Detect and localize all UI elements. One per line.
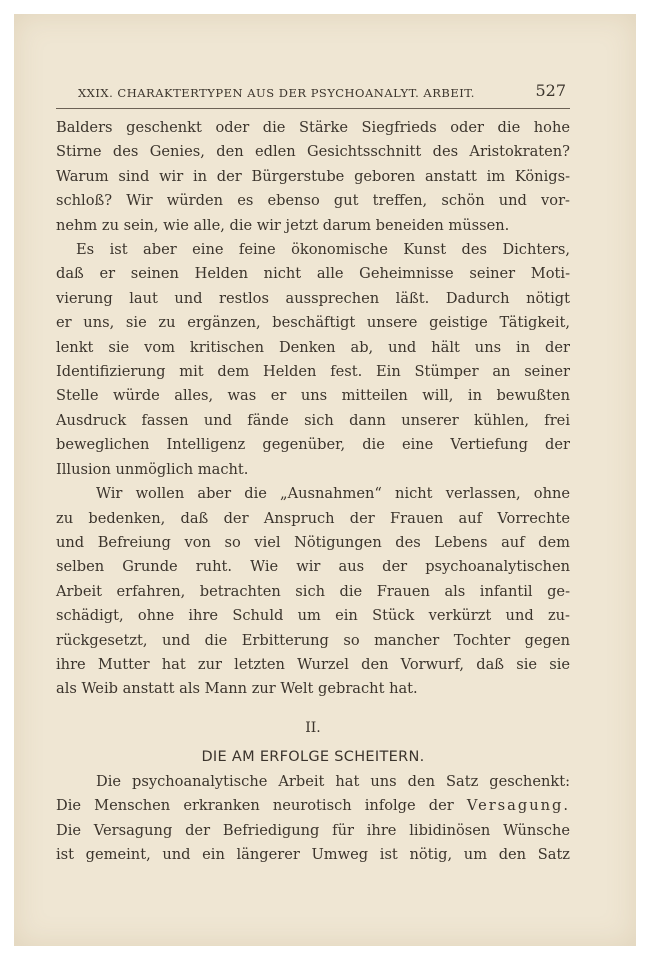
text-line: Ausdruck fassen und fände sich dann unserer kühlen, frei bbox=[56, 411, 570, 429]
running-title: XXIX. CHARAKTERTYPEN AUS DER PSYCHOANALYT. ARBEIT. bbox=[78, 86, 475, 100]
text-line: nehm zu sein, wie alle, die wir jetzt darum beneiden müssen. bbox=[56, 216, 510, 234]
body-text bbox=[56, 116, 570, 702]
text-line: vierung laut und restlos aussprechen läßt. Dadurch nötigt bbox=[56, 289, 570, 307]
emphasized-word: Versagung. bbox=[466, 797, 570, 815]
text-line: als Weib anstatt als Mann zur Welt gebracht hat. bbox=[56, 680, 418, 698]
text-line: Die Versagung der Befriedigung für ihre libidinösen Wünsche bbox=[56, 821, 570, 839]
section-title: DIE AM ERFOLGE SCHEITERN. bbox=[201, 748, 425, 765]
text-line: Identifizierung mit dem Helden fest. Ein Stümper an seiner bbox=[56, 363, 570, 381]
text-fragment: Die Menschen erkranken neurotisch infolge der bbox=[56, 797, 467, 815]
paragraph-3 bbox=[56, 482, 570, 702]
running-header bbox=[56, 80, 570, 109]
text-line: daß er seinen Helden nicht alle Geheimnisse seiner Moti- bbox=[56, 265, 570, 283]
text-line: Die psychoanalytische Arbeit hat uns den Satz geschenkt: bbox=[96, 772, 570, 790]
section-number: II. bbox=[305, 719, 321, 736]
text-line: Illusion unmöglich macht. bbox=[56, 460, 249, 478]
scanned-page bbox=[14, 14, 636, 946]
paragraph-1 bbox=[56, 116, 570, 238]
text-line: Stelle würde alles, was er uns mitteilen will, in bewußten bbox=[56, 387, 570, 405]
text-line: rückgesetzt, und die Erbitterung so mancher Tochter gegen bbox=[56, 631, 570, 649]
text-line: Arbeit erfahren, betrachten sich die Frauen als infantil ge- bbox=[56, 582, 570, 600]
text-line: ihre Mutter hat zur letzten Wurzel den Vorwurf, daß sie sie bbox=[56, 655, 570, 673]
text-line: lenkt sie vom kritischen Denken ab, und hält uns in der bbox=[56, 338, 570, 356]
text-line: Stirne des Genies, den edlen Gesichtsschnitt des Aristokraten? bbox=[56, 143, 570, 161]
text-line: ist gemeint, und ein längerer Umweg ist nötig, um den Satz bbox=[56, 845, 570, 863]
text-line: zu bedenken, daß der Anspruch der Frauen auf Vorrechte bbox=[56, 509, 570, 527]
text-line: Balders geschenkt oder die Stärke Siegfrieds oder die hohe bbox=[56, 119, 570, 136]
text-line: Es ist aber eine feine ökonomische Kunst des Dichters, bbox=[76, 241, 570, 259]
text-line: er uns, sie zu ergänzen, beschäftigt unsere geistige Tätigkeit, bbox=[56, 314, 570, 332]
text-line: Wir wollen aber die „Ausnahmen“ nicht verlassen, ohne bbox=[96, 485, 570, 503]
text-line bbox=[56, 794, 570, 818]
text-line: beweglichen Intelligenz gegenüber, die eine Vertiefung der bbox=[56, 436, 570, 454]
text-line: und Befreiung von so viel Nötigungen des Lebens auf dem bbox=[56, 533, 570, 551]
text-line: selben Grunde ruht. Wie wir aus der psychoanalytischen bbox=[56, 558, 570, 576]
text-line: schloß? Wir würden es ebenso gut treffen, schön und vor- bbox=[56, 192, 570, 210]
text-line: schädigt, ohne ihre Schuld um ein Stück verkürzt und zu- bbox=[56, 607, 570, 625]
section-paragraph bbox=[56, 770, 570, 868]
paragraph-2 bbox=[56, 238, 570, 482]
book-page bbox=[56, 80, 570, 867]
page-number: 527 bbox=[535, 81, 566, 100]
text-line: Warum sind wir in der Bürgerstube geboren anstatt im Königs- bbox=[56, 167, 570, 185]
